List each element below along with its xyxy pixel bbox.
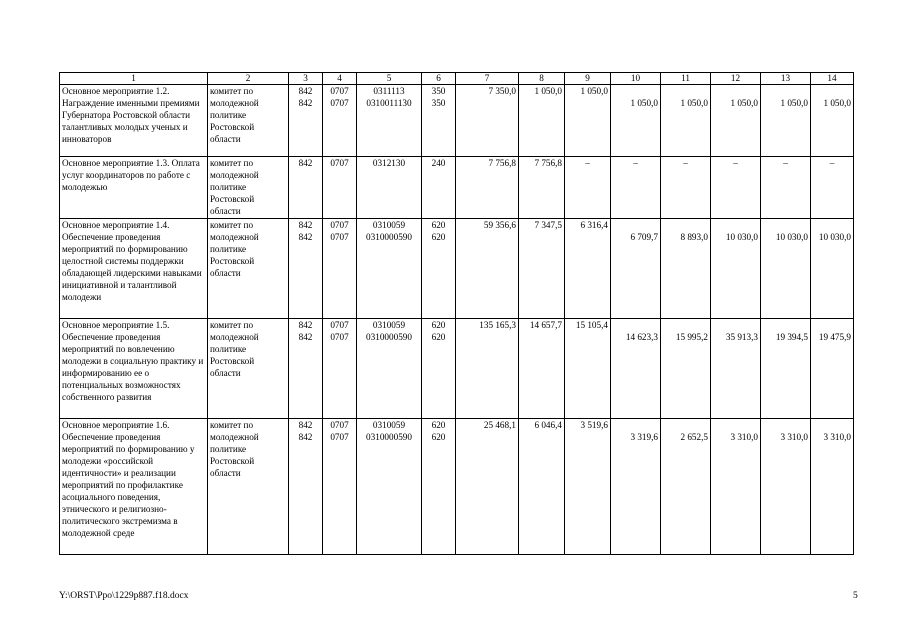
- year-cell: [519, 319, 565, 419]
- col-header-6: 6: [422, 73, 456, 85]
- rzpr-value: 0707: [330, 232, 349, 242]
- col-header-8: 8: [519, 73, 565, 85]
- vr-value: 620: [431, 320, 446, 330]
- grbs-value: 842: [298, 320, 313, 330]
- csr-cell: [357, 157, 422, 219]
- activity-name: Основное мероприятие 1.2. Награждение именными премиями Губернатора Ростовской области талантливых молодых ученых и инноваторов: [62, 86, 200, 144]
- grbs-cell: [289, 219, 323, 319]
- activity-name: Основное мероприятие 1.3. Оплата услуг координаторов по работе с молодежью: [62, 158, 200, 192]
- csr-value: 0310000590: [366, 332, 412, 342]
- year-value: 10 030,0: [818, 232, 851, 242]
- executor: комитет по молодежной политике Ростовской области: [210, 320, 259, 378]
- vr-cell: [422, 219, 456, 319]
- year-cell: [611, 219, 661, 319]
- year-cell: [661, 157, 711, 219]
- executor-cell: [208, 85, 289, 157]
- table-row: [60, 419, 854, 555]
- csr-value: 0312130: [372, 158, 406, 168]
- year-value: 10 030,0: [725, 232, 758, 242]
- grbs-value: 842: [298, 220, 313, 230]
- executor: комитет по молодежной политике Ростовской области: [210, 420, 259, 478]
- year-cell: [565, 85, 611, 157]
- col-header-2: 2: [208, 73, 289, 85]
- year-value: 2 652,5: [680, 432, 708, 442]
- col-header-1: 1: [60, 73, 208, 85]
- page-number: 5: [853, 591, 858, 601]
- col-header-4: 4: [323, 73, 357, 85]
- rzpr-value: 0707: [330, 220, 349, 230]
- year-value: 35 913,3: [725, 332, 758, 342]
- budget-table: [59, 72, 854, 555]
- col-header-14: 14: [811, 73, 854, 85]
- grbs-value: 842: [298, 98, 313, 108]
- year-value: 3 319,6: [630, 432, 658, 442]
- year-value: 6 046,4: [534, 420, 562, 430]
- year-cell: [761, 157, 811, 219]
- grbs-value: 842: [298, 332, 313, 342]
- executor: комитет по молодежной политике Ростовской области: [210, 86, 259, 144]
- year-value: –: [683, 158, 688, 168]
- year-value: –: [585, 158, 590, 168]
- grbs-value: 842: [298, 232, 313, 242]
- year-cell: [811, 219, 854, 319]
- year-cell: [761, 419, 811, 555]
- table-row: [60, 219, 854, 319]
- year-value: –: [783, 158, 788, 168]
- year-value: 1 050,0: [730, 98, 758, 108]
- total-value: 7 350,0: [488, 86, 516, 96]
- total-cell: [456, 319, 519, 419]
- year-value: 1 050,0: [680, 98, 708, 108]
- year-value: 14 657,7: [529, 320, 562, 330]
- year-value: 7 756,8: [534, 158, 562, 168]
- col-header-3: 3: [289, 73, 323, 85]
- year-cell: [711, 85, 761, 157]
- vr-value: 620: [431, 432, 446, 442]
- grbs-value: 842: [298, 158, 313, 168]
- year-value: –: [733, 158, 738, 168]
- year-value: 3 519,6: [580, 420, 608, 430]
- executor: комитет по молодежной политике Ростовской области: [210, 158, 259, 216]
- rzpr-value: 0707: [330, 320, 349, 330]
- vr-cell: [422, 85, 456, 157]
- rzpr-value: 0707: [330, 432, 349, 442]
- col-header-5: 5: [357, 73, 422, 85]
- year-cell: [519, 85, 565, 157]
- year-cell: [811, 419, 854, 555]
- year-value: 19 394,5: [775, 332, 808, 342]
- grbs-value: 842: [298, 432, 313, 442]
- total-value: 7 756,8: [488, 158, 516, 168]
- csr-cell: [357, 85, 422, 157]
- col-header-11: 11: [661, 73, 711, 85]
- year-value: 1 050,0: [630, 98, 658, 108]
- vr-value: 350: [431, 86, 446, 96]
- grbs-value: 842: [298, 86, 313, 96]
- year-cell: [761, 85, 811, 157]
- vr-value: 620: [431, 332, 446, 342]
- year-value: 15 105,4: [575, 320, 608, 330]
- activity-name: Основное мероприятие 1.4. Обеспечение проведения мероприятий по формированию целостной системы поддержки обладающей лидерскими навыками инициативной и талантливой молодежи: [62, 220, 202, 302]
- year-cell: [519, 219, 565, 319]
- year-value: 7 347,5: [534, 220, 562, 230]
- rzpr-cell: [323, 419, 357, 555]
- col-header-9: 9: [565, 73, 611, 85]
- activity-name-cell: [60, 219, 208, 319]
- year-value: 1 050,0: [823, 98, 851, 108]
- csr-value: 0310000590: [366, 432, 412, 442]
- activity-name-cell: [60, 85, 208, 157]
- activity-name: Основное мероприятие 1.5. Обеспечение проведения мероприятий по вовлечению молодежи в социальную практику и информированию ее о потенциальных возможностях собственного развития: [62, 320, 204, 402]
- year-value: 10 030,0: [775, 232, 808, 242]
- col-header-13: 13: [761, 73, 811, 85]
- activity-name-cell: [60, 319, 208, 419]
- year-cell: [661, 319, 711, 419]
- year-value: 3 310,0: [730, 432, 758, 442]
- year-value: 1 050,0: [534, 86, 562, 96]
- year-cell: [811, 157, 854, 219]
- year-value: 3 310,0: [823, 432, 851, 442]
- vr-value: 620: [431, 232, 446, 242]
- grbs-cell: [289, 157, 323, 219]
- executor-cell: [208, 157, 289, 219]
- rzpr-cell: [323, 157, 357, 219]
- year-value: 8 893,0: [680, 232, 708, 242]
- csr-cell: [357, 219, 422, 319]
- csr-value: 0311113: [373, 86, 405, 96]
- year-value: 6 709,7: [630, 232, 658, 242]
- csr-cell: [357, 319, 422, 419]
- total-value: 135 165,3: [479, 320, 516, 330]
- total-value: 59 356,6: [483, 220, 516, 230]
- executor-cell: [208, 319, 289, 419]
- year-value: 1 050,0: [580, 86, 608, 96]
- year-cell: [711, 157, 761, 219]
- rzpr-cell: [323, 319, 357, 419]
- year-cell: [661, 219, 711, 319]
- year-cell: [519, 419, 565, 555]
- vr-cell: [422, 319, 456, 419]
- year-value: –: [829, 158, 835, 168]
- table-row: [60, 157, 854, 219]
- year-cell: [565, 157, 611, 219]
- vr-cell: [422, 157, 456, 219]
- grbs-cell: [289, 419, 323, 555]
- total-cell: [456, 157, 519, 219]
- year-cell: [761, 319, 811, 419]
- year-value: 3 310,0: [780, 432, 808, 442]
- year-cell: [761, 219, 811, 319]
- header-row: [60, 73, 854, 85]
- year-cell: [661, 85, 711, 157]
- year-cell: [565, 319, 611, 419]
- csr-value: 0310011130: [366, 98, 412, 108]
- activity-name: Основное мероприятие 1.6. Обеспечение проведения мероприятий по формированию у молодежи «российской идентичности» и реализации мероприятий по профилактике асоциального поведения, этнического и религиозно-политического экстремизма в молодежной среде: [62, 420, 195, 538]
- year-value: 19 475,9: [818, 332, 851, 342]
- col-header-10: 10: [611, 73, 661, 85]
- year-cell: [565, 419, 611, 555]
- document-file-path: Y:\ORST\Ppo\1229p887.f18.docx: [59, 591, 189, 601]
- grbs-value: 842: [298, 420, 313, 430]
- total-cell: [456, 85, 519, 157]
- col-header-12: 12: [711, 73, 761, 85]
- total-cell: [456, 419, 519, 555]
- year-cell: [811, 85, 854, 157]
- year-value: 1 050,0: [780, 98, 808, 108]
- rzpr-value: 0707: [330, 332, 349, 342]
- year-cell: [611, 85, 661, 157]
- grbs-cell: [289, 85, 323, 157]
- grbs-cell: [289, 319, 323, 419]
- activity-name-cell: [60, 419, 208, 555]
- year-cell: [711, 219, 761, 319]
- year-value: 6 316,4: [580, 220, 608, 230]
- rzpr-cell: [323, 219, 357, 319]
- csr-value: 0310059: [372, 420, 406, 430]
- rzpr-value: 0707: [330, 158, 349, 168]
- activity-name-cell: [60, 157, 208, 219]
- year-cell: [611, 157, 661, 219]
- vr-cell: [422, 419, 456, 555]
- executor-cell: [208, 219, 289, 319]
- year-cell: [611, 419, 661, 555]
- rzpr-value: 0707: [330, 98, 349, 108]
- rzpr-value: 0707: [330, 86, 349, 96]
- total-cell: [456, 219, 519, 319]
- csr-value: 0310059: [372, 220, 406, 230]
- total-value: 25 468,1: [483, 420, 516, 430]
- year-cell: [565, 219, 611, 319]
- year-cell: [661, 419, 711, 555]
- csr-value: 0310000590: [366, 232, 412, 242]
- vr-value: 350: [431, 98, 446, 108]
- vr-value: 240: [431, 158, 446, 168]
- executor-cell: [208, 419, 289, 555]
- rzpr-value: 0707: [330, 420, 349, 430]
- year-cell: [711, 419, 761, 555]
- year-value: 15 995,2: [675, 332, 708, 342]
- year-value: 14 623,3: [625, 332, 658, 342]
- csr-value: 0310059: [372, 320, 406, 330]
- table-row: [60, 85, 854, 157]
- csr-cell: [357, 419, 422, 555]
- executor: комитет по молодежной политике Ростовской области: [210, 220, 259, 278]
- vr-value: 620: [431, 220, 446, 230]
- year-cell: [811, 319, 854, 419]
- year-cell: [711, 319, 761, 419]
- rzpr-cell: [323, 85, 357, 157]
- year-cell: [611, 319, 661, 419]
- vr-value: 620: [431, 420, 446, 430]
- table-row: [60, 319, 854, 419]
- col-header-7: 7: [456, 73, 519, 85]
- year-cell: [519, 157, 565, 219]
- year-value: –: [633, 158, 638, 168]
